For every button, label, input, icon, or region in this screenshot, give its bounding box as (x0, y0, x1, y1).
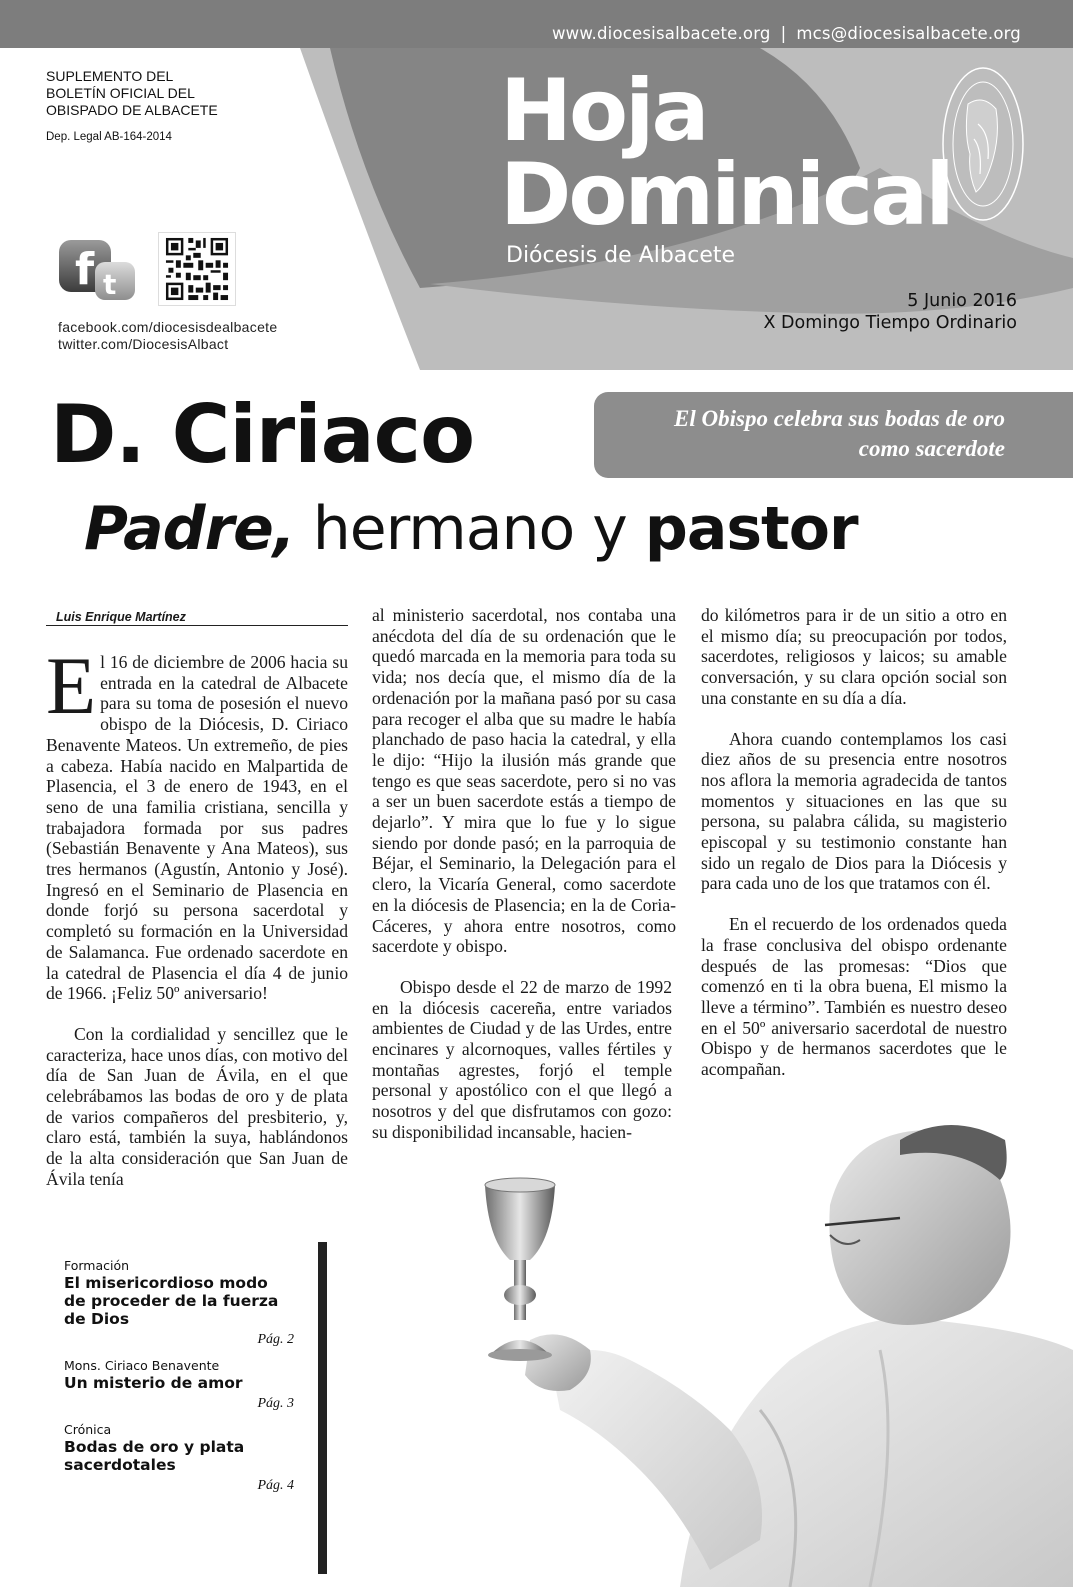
index-item[interactable] (64, 1258, 294, 1348)
facebook-twitter-icon[interactable] (57, 238, 139, 302)
banner-line: El Obispo celebra sus bodas de oro (674, 406, 1005, 431)
index-category: Mons. Ciriaco Benavente (64, 1358, 220, 1373)
article-paragraph (46, 640, 348, 1004)
index-divider (318, 1242, 327, 1574)
index-title: Un misterio de amor (64, 1374, 243, 1392)
banner-line: como sacerdote (858, 436, 1005, 461)
website-link[interactable]: www.diocesisalbacete.org (551, 24, 771, 43)
subtitle-padre: Padre, (84, 494, 295, 564)
index-page: Pág. 3 (257, 1396, 294, 1411)
liturgical-day: X Domingo Tiempo Ordinario (763, 313, 1017, 333)
article-paragraph: Con la cordialidad y sencillez que le caracteriza, hace unos días, con motivo del día de San Juan de Ávila, en el que celebrábamos las bodas de oro y de plata de varios compañeros del presbiterio, y, claro está, también la suya, hablándonos de la alta consideración que San Juan de Ávila tenía (46, 1023, 348, 1189)
index-page: Pág. 4 (257, 1478, 294, 1493)
qr-code-icon[interactable] (158, 232, 236, 306)
separator: | (780, 24, 787, 43)
contact-links (552, 24, 1021, 43)
index-item[interactable] (64, 1422, 294, 1494)
suplemento-line: SUPLEMENTO DEL (46, 68, 174, 84)
main-title: D. Ciriaco (50, 388, 475, 481)
article-paragraph: do kilómetros para ir de un sitio a otro en el mismo día; su preocupación por todos, sacerdotes, religiosos y laicos; su amable conversación, y su clara opción social son una constante en su día a día. (701, 605, 1007, 708)
drop-cap: E (46, 640, 97, 731)
paragraph-text: l 16 de diciembre de 2006 hacia su entrada en la catedral de Albacete para su toma de posesión el nuevo obispo de la Diócesis, D. Ciriaco Benavente Mateos. Un extremeño, de pies a cabeza. Había nacido en Malpartida de Plasencia, el 3 de enero de 1943, en el seno de una familia cristiana, sencilla y trabajadora formada por sus padres (Sebastián Benavente y Ana Mateos), sus tres hermanos (Agustín, Antonio y José). Ingresó en el Seminario de Plasencia en donde forjó su persona sacerdotal y completó su formación en la Universidad de Salamanca. Fue ordenado sacerdote en la catedral de Plasencia el día 4 de junio de 1966. ¡Feliz 50º aniversario! (46, 652, 348, 1004)
article-column-1 (46, 640, 348, 1210)
article-paragraph: Ahora cuando contemplamos los casi diez años de su presencia entre nosotros nos aflora la memoria agradecida de tantos momentos y situaciones en las que su persona, su palabra cálida, su magisterio episcopal y su testimonio constante han sido un regalo de Dios para la Diócesis y para cada uno de los que tratamos con él. (701, 728, 1007, 894)
article-column-3 (701, 605, 1007, 1100)
suplemento-line: OBISPADO DE ALBACETE (46, 102, 218, 118)
contents-index (64, 1258, 294, 1504)
suplemento-line: BOLETÍN OFICIAL DEL (46, 85, 195, 101)
article-paragraph: al ministerio sacerdotal, nos contaba una anécdota del día de su ordenación que le quedó marcada en la memoria para toda su vida; nos decía que, el mismo día de la ordenación por la mañana pasó por su casa para recoger el alba que su madre le había planchado de paso hacia la catedral, y ella le dijo: “Hijo la ilusión más grande que tengo es que seas sacerdote, pero si no vas a ser un buen sacerdote estás a tiempo de dejarlo”. Y mira que lo fue y lo sigue siendo por donde pasó; en la parroquia de Béjar, el Seminario, la Delegación para el clero, la Vicaría General, como sacerdote en la diócesis de Plasencia; en la de Coria-Cáceres, y ahora entre nosotros, como sacerdote y obispo. (372, 605, 676, 957)
email-link[interactable]: mcs@diocesisalbacete.org (796, 24, 1021, 43)
bishop-chalice-photo (430, 1110, 1073, 1587)
dep-legal: Dep. Legal AB-164-2014 (46, 131, 172, 143)
masthead-hoja: Hoja (500, 61, 707, 161)
index-item[interactable] (64, 1358, 294, 1412)
author-byline: Luis Enrique Martínez (46, 610, 348, 626)
masthead-dominical: Dominical (500, 145, 952, 245)
subtitle (84, 494, 858, 564)
index-title: Bodas de oro y plata sacerdotales (64, 1438, 245, 1474)
subtitle-pastor: pastor (644, 494, 858, 564)
index-page: Pág. 2 (257, 1332, 294, 1347)
diocesis-label: Diócesis de Albacete (506, 243, 736, 268)
top-bar (0, 0, 1073, 48)
subtitle-hermano: hermano y (294, 494, 645, 564)
article-column-2 (372, 605, 676, 1163)
issue-date: 5 Junio 2016 (907, 291, 1017, 311)
article-paragraph: Obispo desde el 22 de marzo de 1992 en la diócesis cacereña, entre variados ambientes de Ciudad y de las Urdes, entre encinares y alcornoques, valles fértiles y montañas agrestes, forjó el temple personal y apostólico con el que llegó a nosotros y del que disfrutamos con gozo: su disponibilidad incansable, hacien- (372, 976, 672, 1142)
twitter-link[interactable]: twitter.com/DiocesisAlbact (58, 336, 229, 352)
svg-text:t: t (103, 268, 117, 301)
seal-icon (938, 64, 1028, 224)
index-title: El misericordioso modo de proceder de la fuerza de Dios (64, 1274, 279, 1328)
suplemento-block (46, 68, 286, 119)
article-paragraph: En el recuerdo de los ordenados queda la frase conclusiva del obispo ordenante después de las promesas: “Dios que comenzó en ti la obra buena, El mismo la lleve a término”. También es nuestro deseo en el 50º aniversario sacerdotal de nuestro Obispo y de hermanos sacerdotes que le acompañan. (701, 914, 1007, 1080)
index-category: Formación (64, 1258, 130, 1273)
facebook-link[interactable]: facebook.com/diocesisdealbacete (58, 319, 278, 335)
svg-text:f: f (75, 244, 95, 295)
social-links (58, 319, 277, 353)
date-block (763, 290, 1017, 334)
index-category: Crónica (64, 1422, 112, 1437)
subtitle-banner (594, 392, 1073, 478)
